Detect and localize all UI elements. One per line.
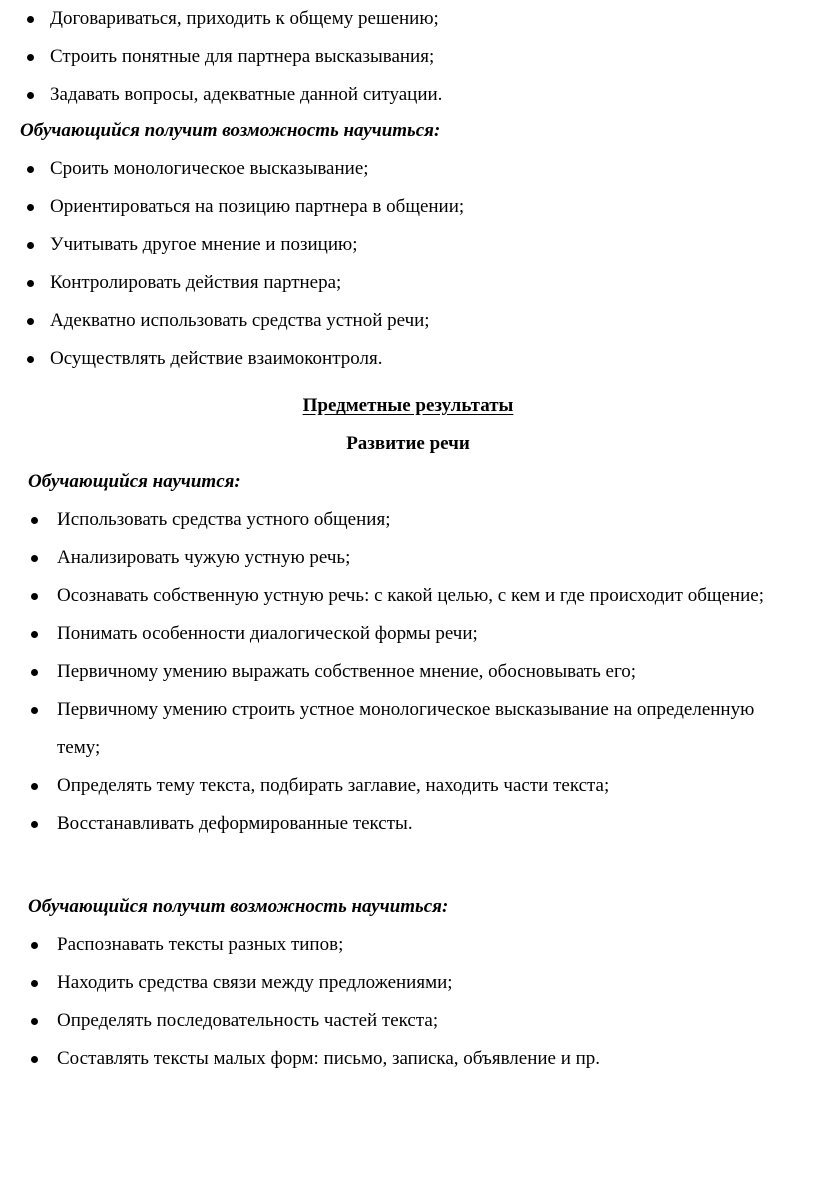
list-item-text: Первичному умению выражать собственное мнение, обосновывать его; <box>57 661 637 682</box>
bullet-icon <box>31 555 38 562</box>
bullet-list <box>0 0 816 114</box>
bullet-icon <box>31 1056 38 1063</box>
section-heading: Обучающийся научится: <box>28 471 241 492</box>
bullet-icon <box>31 942 38 949</box>
bullet-icon <box>27 54 34 61</box>
list-item <box>0 150 816 188</box>
bullet-icon <box>31 980 38 987</box>
bullet-icon <box>27 318 34 325</box>
list-item-text: Адекватно использовать средства устной речи; <box>50 310 430 331</box>
bullet-icon <box>27 204 34 211</box>
list-item-text: Восстанавливать деформированные тексты. <box>57 813 413 834</box>
bullet-list <box>0 501 816 843</box>
speech-skills-list <box>0 501 816 843</box>
bullet-icon <box>31 821 38 828</box>
bullet-icon <box>31 631 38 638</box>
bullet-icon <box>27 92 34 99</box>
list-item <box>0 539 816 577</box>
section-title <box>0 387 816 425</box>
list-item <box>0 805 816 843</box>
list-item-text: Осознавать собственную устную речь: с какой целью, с кем и где происходит общение; <box>57 585 764 606</box>
communication-skills-list <box>0 0 816 114</box>
list-item-text: Сроить монологическое высказывание; <box>50 158 369 179</box>
list-item <box>0 767 816 805</box>
list-item-text: Контролировать действия партнера; <box>50 272 342 293</box>
list-item <box>0 302 816 340</box>
bullet-icon <box>27 166 34 173</box>
subsection-title: Развитие речи <box>346 433 470 454</box>
list-item <box>0 926 816 964</box>
list-item <box>0 1040 816 1078</box>
list-item-text: Использовать средства устного общения; <box>57 509 391 530</box>
list-item <box>0 188 816 226</box>
list-item <box>0 76 816 114</box>
list-item-text: Определять последовательность частей текста; <box>57 1010 439 1031</box>
list-item-text: Первичному умению строить устное монологическое высказывание на определенную тему; <box>57 699 755 758</box>
list-item <box>0 226 816 264</box>
list-item-text: Осуществлять действие взаимоконтроля. <box>50 348 383 369</box>
list-item <box>0 264 816 302</box>
list-item-text: Понимать особенности диалогической формы речи; <box>57 623 478 644</box>
bullet-icon <box>31 783 38 790</box>
list-item <box>0 340 816 378</box>
bullet-icon <box>31 593 38 600</box>
list-item-text: Находить средства связи между предложениями; <box>57 972 453 993</box>
list-item <box>0 1002 816 1040</box>
section-heading: Обучающийся получит возможность научиться: <box>20 120 441 141</box>
list-item-text: Анализировать чужую устную речь; <box>57 547 351 568</box>
optional-skills-list <box>0 150 816 378</box>
list-item-text: Строить понятные для партнера высказывания; <box>50 46 435 67</box>
list-item <box>0 577 816 615</box>
section-heading: Обучающийся получит возможность научиться: <box>28 896 449 917</box>
bullet-icon <box>31 707 38 714</box>
bullet-list <box>0 926 816 1078</box>
list-item-text: Учитывать другое мнение и позицию; <box>50 234 358 255</box>
list-item <box>0 691 816 767</box>
section-title-text: Предметные результаты <box>302 395 514 416</box>
list-item <box>0 653 816 691</box>
list-item <box>0 615 816 653</box>
list-item <box>0 964 816 1002</box>
bullet-icon <box>27 280 34 287</box>
bullet-icon <box>27 16 34 23</box>
bullet-icon <box>27 356 34 363</box>
bullet-icon <box>31 669 38 676</box>
list-item <box>0 501 816 539</box>
bullet-icon <box>31 517 38 524</box>
bullet-list <box>0 150 816 378</box>
list-item-text: Распознавать тексты разных типов; <box>57 934 344 955</box>
bullet-icon <box>27 242 34 249</box>
list-item-text: Определять тему текста, подбирать заглавие, находить части текста; <box>57 775 610 796</box>
text-skills-list <box>0 926 816 1078</box>
list-item-text: Ориентироваться на позицию партнера в общении; <box>50 196 465 217</box>
list-item <box>0 0 816 38</box>
list-item-text: Задавать вопросы, адекватные данной ситуации. <box>50 84 443 105</box>
bullet-icon <box>31 1018 38 1025</box>
list-item-text: Договариваться, приходить к общему решению; <box>50 8 439 29</box>
list-item-text: Составлять тексты малых форм: письмо, записка, объявление и пр. <box>57 1048 601 1069</box>
list-item <box>0 38 816 76</box>
